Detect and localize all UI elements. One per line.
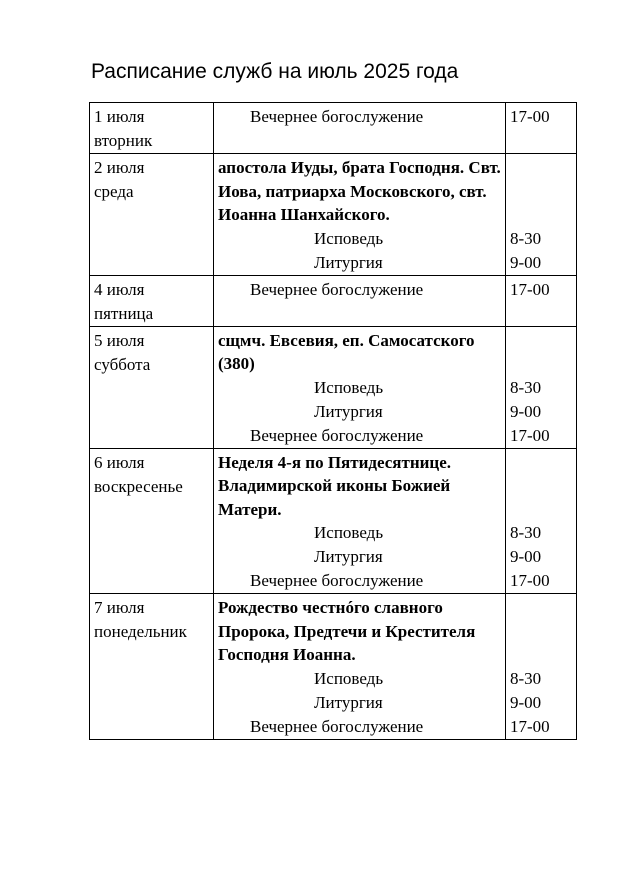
service-name: Исповедь xyxy=(314,377,384,397)
service-name: Литургия xyxy=(314,401,383,421)
service-time: 8-30 xyxy=(510,377,542,397)
feast-title: апостола Иуды, брата Господня. Свт. Иова, патриарха Московского, свт. Иоанна Шанхайского. xyxy=(218,158,501,224)
table-row xyxy=(90,154,577,276)
time-cell xyxy=(506,326,577,448)
service-time: 9-00 xyxy=(510,692,542,712)
date: 1 июля xyxy=(94,107,145,126)
date: 7 июля xyxy=(94,598,145,617)
service-time: 9-00 xyxy=(510,252,542,272)
service-time: 17-00 xyxy=(510,107,550,126)
date-cell xyxy=(90,275,214,326)
weekday: воскресенье xyxy=(94,476,183,496)
date: 2 июля xyxy=(94,158,145,177)
service-name: Исповедь xyxy=(314,668,384,688)
weekday: понедельник xyxy=(94,622,187,641)
date-cell xyxy=(90,103,214,154)
date-cell xyxy=(90,594,214,740)
date-cell xyxy=(90,326,214,448)
time-cell xyxy=(506,103,577,154)
date: 5 июля xyxy=(94,330,145,350)
table-row xyxy=(90,448,577,594)
weekday: пятница xyxy=(94,303,154,323)
service-name: Литургия xyxy=(314,692,383,712)
service-time: 9-00 xyxy=(510,547,542,566)
schedule-table xyxy=(89,102,577,740)
service-name: Литургия xyxy=(314,547,383,566)
page-title: Расписание служб на июль 2025 года xyxy=(91,60,459,83)
feast-title: Рождество честнóго славного Пророка, Предтечи и Крестителя Господня Иоанна. xyxy=(218,598,476,664)
service-time: 8-30 xyxy=(510,668,542,688)
service-name: Вечернее богослужение xyxy=(250,425,424,445)
weekday: суббота xyxy=(94,354,151,374)
table-row xyxy=(90,326,577,448)
table-row xyxy=(90,594,577,740)
date: 6 июля xyxy=(94,452,145,472)
service-time: 17-00 xyxy=(510,571,550,590)
description-cell xyxy=(214,326,506,448)
service-name: Вечернее богослужение xyxy=(250,107,424,126)
weekday: среда xyxy=(94,182,134,201)
service-time: 8-30 xyxy=(510,523,542,542)
service-name: Исповедь xyxy=(314,228,384,248)
service-name: Вечернее богослужение xyxy=(250,571,424,590)
description-cell xyxy=(214,448,506,594)
service-time: 17-00 xyxy=(510,425,550,445)
service-time: 9-00 xyxy=(510,401,542,421)
service-name: Исповедь xyxy=(314,523,384,542)
feast-title: сщмч. Евсевия, еп. Самосатского (380) xyxy=(218,330,475,373)
service-name: Вечернее богослужение xyxy=(250,279,424,299)
service-time: 8-30 xyxy=(510,228,542,248)
time-cell xyxy=(506,154,577,276)
date-cell xyxy=(90,448,214,594)
description-cell xyxy=(214,275,506,326)
table-row xyxy=(90,275,577,326)
service-time: 17-00 xyxy=(510,716,550,736)
time-cell xyxy=(506,448,577,594)
date: 4 июля xyxy=(94,279,145,299)
time-cell xyxy=(506,275,577,326)
feast-title: Неделя 4-я по Пятидесятнице. Владимирской иконы Божией Матери. xyxy=(218,452,452,519)
service-time: 17-00 xyxy=(510,279,550,299)
time-cell xyxy=(506,594,577,740)
service-name: Вечернее богослужение xyxy=(250,716,424,736)
table-row xyxy=(90,103,577,154)
service-name: Литургия xyxy=(314,252,383,272)
description-cell xyxy=(214,154,506,276)
description-cell xyxy=(214,103,506,154)
description-cell xyxy=(214,594,506,740)
date-cell xyxy=(90,154,214,276)
weekday: вторник xyxy=(94,131,153,150)
